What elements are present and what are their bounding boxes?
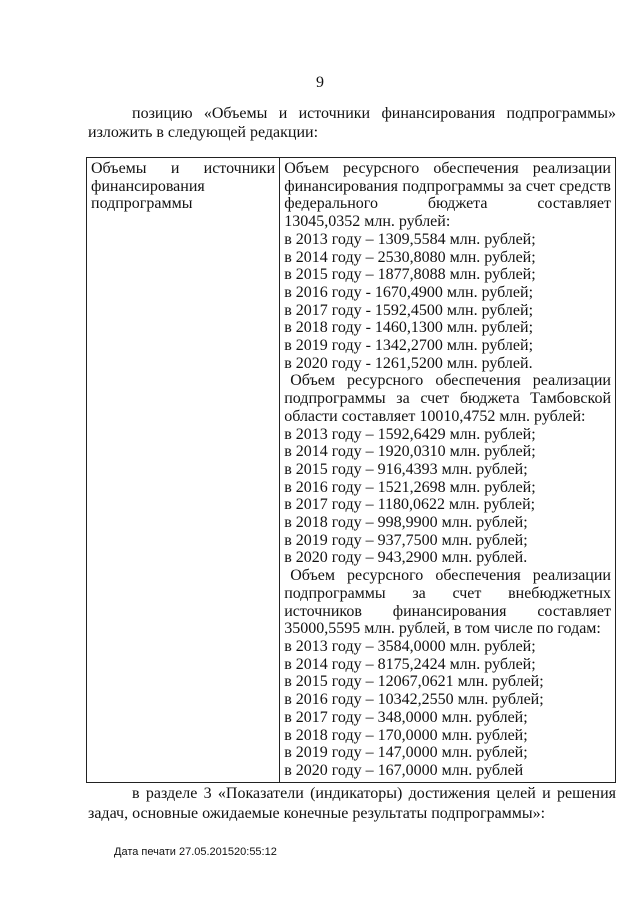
federal-word: обеспечения [433,160,519,177]
regional-word: Объем [290,372,335,390]
left-word: Объемы [91,160,147,177]
regional-year-2013: в 2013 году – 1592,6429 млн. рублей; [284,425,536,443]
left-cell-line-2: финансирования [91,177,205,195]
regional-year-2016: в 2016 году – 1521,2698 млн. рублей; [284,478,536,496]
federal-total: 13045,0352 млн. рублей: [284,213,451,231]
regional-word: реализации [532,372,611,390]
section3-line-2: задач, основные ожидаемые конечные результаты подпрограммы»: [88,805,546,822]
extrabudget-year-2014: в 2014 году – 8175,2424 млн. рублей; [284,655,536,673]
regional-year-2018: в 2018 году – 998,9900 млн. рублей; [284,514,528,532]
regional-year-2017: в 2017 году – 1180,0622 млн. рублей; [284,496,536,514]
regional-word: Тамбовской [530,390,611,408]
section3-word: и [542,785,551,802]
intro-word: и [278,105,288,122]
federal-word: за [508,177,522,195]
extrabudget-word: Объем [290,567,335,585]
extrabudget-total: 35000,5595 млн. рублей, в том числе по годам: [284,620,601,638]
federal-year-2014: в 2014 году – 2530,8080 млн. рублей; [284,248,536,266]
federal-year-2018: в 2018 году - 1460,1300 млн. рублей; [284,319,534,337]
page-number: 9 [316,74,324,91]
left-cell-line-1 [91,160,275,178]
federal-word: ресурсного [343,160,420,177]
intro-word: «Объемы [203,105,268,122]
extrabudget-word: внебюджетных [508,584,611,602]
regional-word: бюджета [459,390,520,408]
extrabudget-year-2015: в 2015 году – 12067,0621 млн. рублей; [284,673,544,691]
intro-paragraph [88,104,616,142]
federal-word: федерального [284,195,378,213]
intro-word: источники [298,105,371,122]
regional-line-2 [284,390,611,408]
federal-word: бюджета [427,195,488,213]
regional-year-2020: в 2020 году – 943,2900 млн. рублей. [284,549,528,567]
regional-word: подпрограммы [284,390,386,408]
table-right-cell [280,158,616,783]
intro-word: позицию [132,105,193,122]
section3-word: целей [496,785,536,802]
extrabudget-word: ресурсного [347,567,424,585]
section3-paragraph [88,784,616,824]
federal-word: финансирования [284,177,398,195]
intro-word: финансирования [381,105,496,122]
federal-word: подпрограммы [402,177,504,195]
regional-year-2014: в 2014 году – 1920,0310 млн. рублей; [284,443,536,461]
intro-line-1 [88,104,616,123]
extrabudget-year-2017: в 2017 году – 348,0000 млн. рублей; [284,708,528,726]
regional-year-2015: в 2015 году – 916,4393 млн. рублей; [284,460,528,478]
extrabudget-year-2016: в 2016 году – 10342,2550 млн. рублей; [284,691,544,709]
federal-year-2015: в 2015 году – 1877,8088 млн. рублей; [284,266,536,284]
federal-year-2019: в 2019 году - 1342,2700 млн. рублей; [284,337,534,355]
left-word: и [170,160,180,177]
federal-year-2017: в 2017 году - 1592,4500 млн. рублей; [284,301,534,319]
intro-line-2: изложить в следующей редакции: [88,124,319,141]
federal-year-2013: в 2013 году – 1309,5584 млн. рублей; [284,230,536,248]
regional-word: обеспечения [435,372,521,390]
extrabudget-year-2018: в 2018 году – 170,0000 млн. рублей; [284,726,528,744]
federal-word: средств [559,177,611,195]
table-left-cell [87,158,280,783]
print-date: Дата печати 27.05.201520:55:12 [114,846,277,858]
federal-line-2 [284,178,611,196]
extrabudget-year-2019: в 2019 году – 147,0000 млн. рублей; [284,744,528,762]
federal-year-2016: в 2016 году - 1670,4900 млн. рублей; [284,283,534,301]
funding-table [86,157,616,783]
left-cell-line-3: подпрограммы [91,195,193,213]
federal-word: реализации [532,160,611,177]
section3-word: достижения [408,785,491,802]
federal-word: составляет [537,195,611,213]
regional-year-2019: в 2019 году – 937,7500 млн. рублей; [284,531,528,549]
table-row [87,158,616,783]
federal-line-1 [284,160,611,178]
extrabudget-word: подпрограммы [284,584,386,602]
extrabudget-line-2 [284,585,611,603]
extrabudget-word: составляет [537,602,611,620]
extrabudget-word: обеспечения [435,567,521,585]
regional-total: области составляет 10010,4752 млн. рублей: [284,407,586,425]
regional-word: ресурсного [347,372,424,390]
section3-word: «Показатели [217,785,304,802]
extrabudget-word: за [412,584,426,602]
extrabudget-year-2013: в 2013 году – 3584,0000 млн. рублей; [284,637,536,655]
section3-word: решения [556,785,616,802]
extrabudget-line-3 [284,603,611,621]
section3-word: 3 [203,785,212,802]
section3-line-1 [88,784,616,804]
extrabudget-word: финансирования [392,602,507,620]
intro-word: подпрограммы» [506,105,616,122]
federal-word: счет [525,177,555,195]
extrabudget-word: счет [452,584,482,602]
section3-word: в [132,785,140,802]
left-word: источники [203,160,276,177]
federal-line-3 [284,195,611,213]
federal-word: Объем [284,160,329,177]
regional-line-1 [284,372,611,390]
regional-word: счет [420,390,450,408]
extrabudget-year-2020: в 2020 году – 167,0000 млн. рублей [284,761,524,779]
extrabudget-word: реализации [532,567,611,585]
section3-word: разделе [145,785,198,802]
federal-year-2020: в 2020 году - 1261,5200 млн. рублей. [284,354,533,372]
extrabudget-line-1 [284,567,611,585]
section3-word: (индикаторы) [310,785,403,802]
regional-word: за [396,390,410,408]
extrabudget-word: источников [284,602,362,620]
